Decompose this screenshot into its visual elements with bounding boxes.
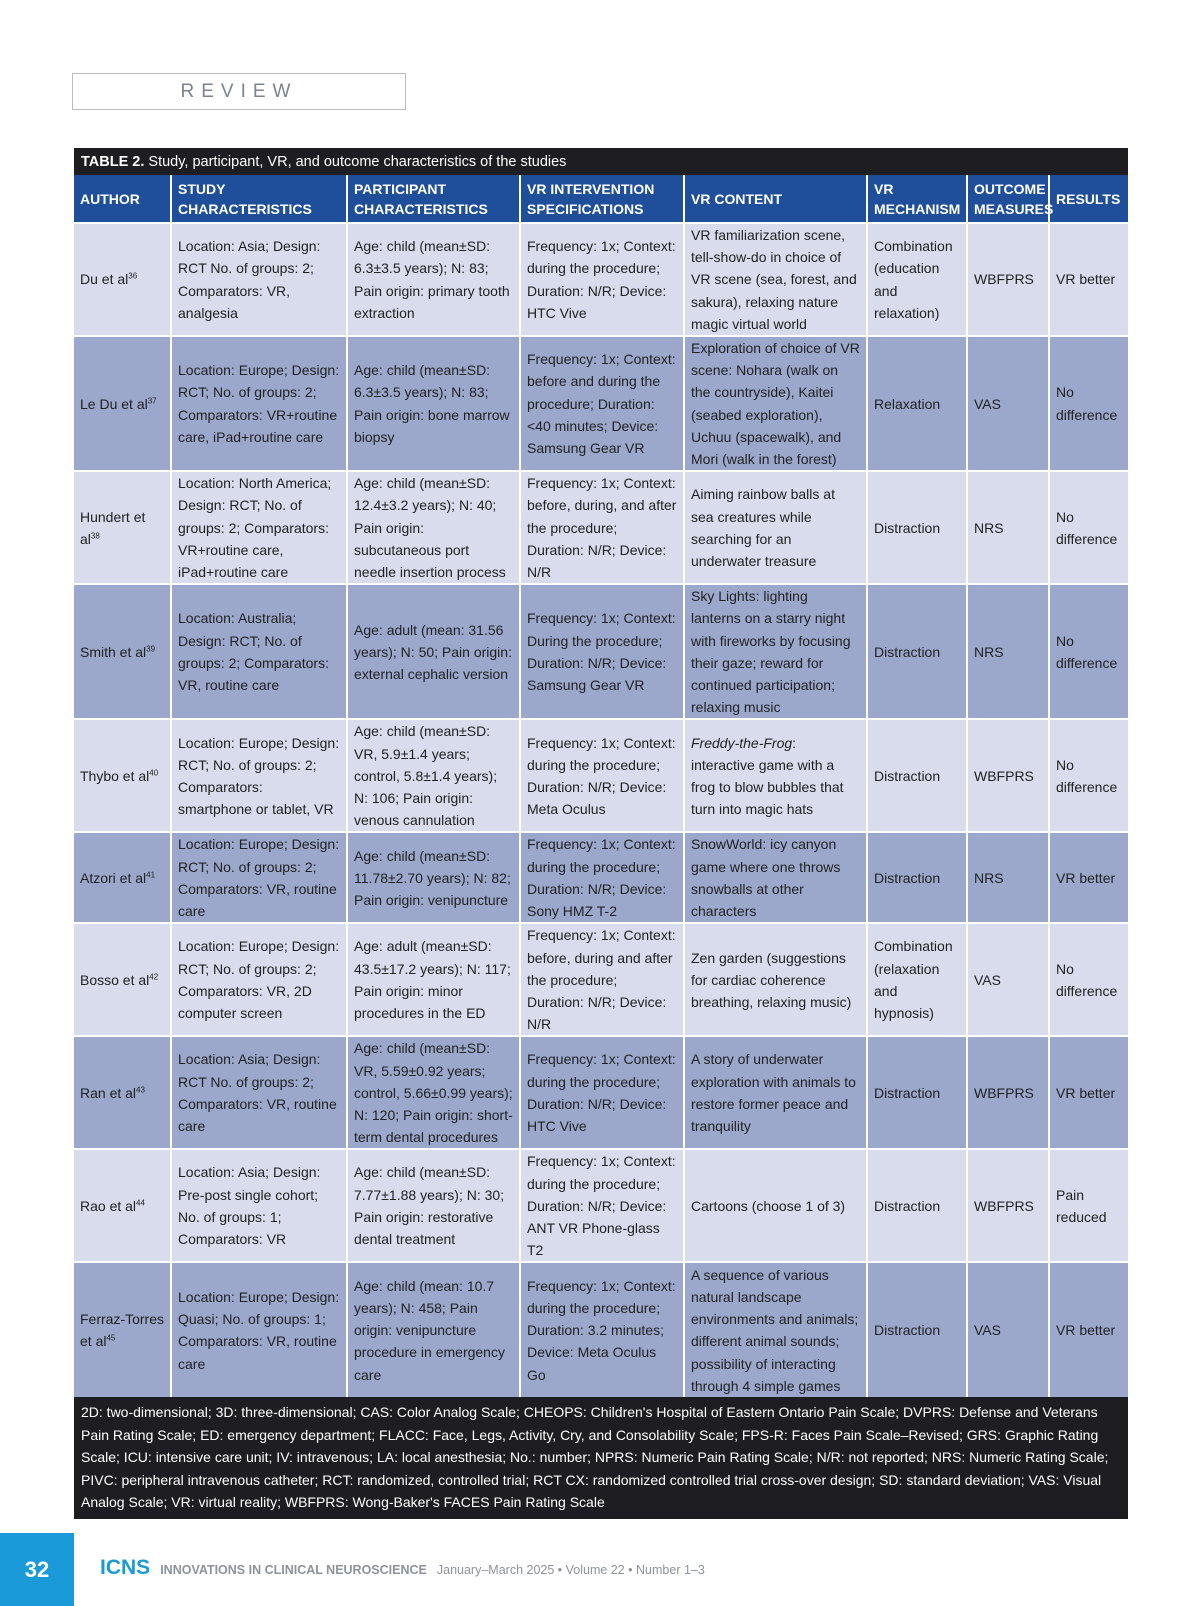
intervention-cell: Frequency: 1x; Context: during the procedure; Duration: N/R; Device: ANT VR Phone-glass T2 bbox=[520, 1149, 684, 1262]
study-characteristics-cell: Location: Asia; Design: RCT No. of groups: 2; Comparators: VR, analgesia bbox=[171, 223, 347, 336]
vr-mechanism-cell: Distraction bbox=[867, 1036, 967, 1149]
section-label: REVIEW bbox=[72, 73, 406, 110]
journal-title: INNOVATIONS IN CLINICAL NEUROSCIENCE bbox=[160, 1563, 427, 1577]
vr-content-cell bbox=[684, 471, 867, 584]
reference-number: 39 bbox=[146, 644, 156, 654]
table-caption-text: Study, participant, VR, and outcome characteristics of the studies bbox=[148, 154, 567, 170]
author-name: Ferraz-Torres et al bbox=[80, 1311, 165, 1350]
vr-content-cell bbox=[684, 223, 867, 336]
author-name: Rao et al bbox=[80, 1197, 137, 1214]
table-row bbox=[74, 1036, 1128, 1149]
participant-characteristics-cell: Age: child (mean±SD: VR, 5.59±0.92 years; control, 5.66±0.99 years); N: 120; Pain origin: short-term dental procedures bbox=[347, 1036, 520, 1149]
column-header: RESULTS bbox=[1049, 175, 1128, 223]
intervention-cell: Frequency: 1x; Context: during the procedure; Duration: 3.2 minutes; Device: Meta Oculus Go bbox=[520, 1262, 684, 1397]
characteristics-table bbox=[74, 175, 1128, 1397]
author-name: Atzori et al bbox=[80, 869, 147, 886]
vr-content-text: Exploration of choice of VR scene: Nohara (walk on the countryside), Kaitei (seabed exploration), Uchuu (spacewalk), and Mori (walk in the forest) bbox=[691, 340, 860, 468]
results-cell: VR better bbox=[1049, 1262, 1128, 1397]
table-row bbox=[74, 223, 1128, 336]
reference-number: 36 bbox=[128, 271, 138, 281]
author-cell bbox=[74, 223, 171, 336]
vr-content-cell bbox=[684, 1262, 867, 1397]
participant-characteristics-cell: Age: child (mean: 10.7 years); N: 458; Pain origin: venipuncture procedure in emergency care bbox=[347, 1262, 520, 1397]
results-cell: No difference bbox=[1049, 336, 1128, 471]
table-header-row bbox=[74, 175, 1128, 223]
participant-characteristics-cell: Age: adult (mean±SD: 43.5±17.2 years); N: 117; Pain origin: minor procedures in the ED bbox=[347, 923, 520, 1036]
page-number: 32 bbox=[0, 1533, 74, 1606]
reference-number: 37 bbox=[147, 395, 157, 405]
intervention-cell: Frequency: 1x; Context: during the procedure; Duration: N/R; Device: Sony HMZ T-2 bbox=[520, 832, 684, 923]
column-header: VR MECHANISM bbox=[867, 175, 967, 223]
results-cell: No difference bbox=[1049, 923, 1128, 1036]
table-row bbox=[74, 923, 1128, 1036]
table-row bbox=[74, 336, 1128, 471]
vr-content-text: Aiming rainbow balls at sea creatures while searching for an underwater treasure bbox=[691, 486, 835, 569]
study-characteristics-cell: Location: North America; Design: RCT; No. of groups: 2; Comparators: VR+routine care, iPad+routine care bbox=[171, 471, 347, 584]
vr-content-cell bbox=[684, 719, 867, 832]
reference-number: 40 bbox=[149, 768, 159, 778]
vr-content-title: Freddy-the-Frog bbox=[691, 734, 793, 751]
study-characteristics-cell: Location: Australia; Design: RCT; No. of groups: 2; Comparators: VR, routine care bbox=[171, 584, 347, 719]
outcome-measures-cell: NRS bbox=[967, 832, 1049, 923]
outcome-measures-cell: WBFPRS bbox=[967, 223, 1049, 336]
column-header: VR CONTENT bbox=[684, 175, 867, 223]
participant-characteristics-cell: Age: child (mean±SD: 6.3±3.5 years); N: 83; Pain origin: primary tooth extraction bbox=[347, 223, 520, 336]
author-cell bbox=[74, 923, 171, 1036]
outcome-measures-cell: VAS bbox=[967, 336, 1049, 471]
intervention-cell: Frequency: 1x; Context: During the procedure; Duration: N/R; Device: Samsung Gear VR bbox=[520, 584, 684, 719]
intervention-cell: Frequency: 1x; Context: during the procedure; Duration: N/R; Device: HTC Vive bbox=[520, 223, 684, 336]
author-name: Du et al bbox=[80, 271, 129, 288]
journal-issue: January–March 2025 • Volume 22 • Number 1–3 bbox=[436, 1563, 705, 1577]
results-cell: VR better bbox=[1049, 832, 1128, 923]
table-row bbox=[74, 832, 1128, 923]
study-characteristics-cell: Location: Europe; Design: RCT; No. of groups: 2; Comparators: VR, 2D computer screen bbox=[171, 923, 347, 1036]
journal-brand: ICNS bbox=[100, 1556, 151, 1579]
participant-characteristics-cell: Age: child (mean±SD: 12.4±3.2 years); N: 40; Pain origin: subcutaneous port needle insertion process bbox=[347, 471, 520, 584]
vr-content-cell bbox=[684, 336, 867, 471]
vr-content-text: : interactive game with a frog to blow bubbles that turn into magic hats bbox=[691, 734, 844, 818]
vr-content-cell bbox=[684, 923, 867, 1036]
column-header: PARTICIPANT CHARACTERISTICS bbox=[347, 175, 520, 223]
outcome-measures-cell: VAS bbox=[967, 923, 1049, 1036]
vr-content-text: A sequence of various natural landscape environments and animals; different animal sounds; possibility of interacting through 4 simple games bbox=[691, 1266, 859, 1394]
participant-characteristics-cell: Age: child (mean±SD: VR, 5.9±1.4 years; control, 5.8±1.4 years); N: 106; Pain origin: venous cannulation bbox=[347, 719, 520, 832]
column-header: VR INTERVENTION SPECIFICATIONS bbox=[520, 175, 684, 223]
table-row bbox=[74, 1262, 1128, 1397]
study-characteristics-cell: Location: Asia; Design: RCT No. of groups: 2; Comparators: VR, routine care bbox=[171, 1036, 347, 1149]
author-cell bbox=[74, 471, 171, 584]
results-cell: No difference bbox=[1049, 719, 1128, 832]
intervention-cell: Frequency: 1x; Context: during the procedure; Duration: N/R; Device: Meta Oculus bbox=[520, 719, 684, 832]
reference-number: 45 bbox=[106, 1333, 116, 1343]
vr-content-cell bbox=[684, 832, 867, 923]
author-cell bbox=[74, 1262, 171, 1397]
author-cell bbox=[74, 1149, 171, 1262]
author-name: Le Du et al bbox=[80, 395, 148, 412]
vr-content-text: Zen garden (suggestions for cardiac coherence breathing, relaxing music) bbox=[691, 949, 852, 1010]
author-name: Hundert et al bbox=[80, 508, 146, 547]
outcome-measures-cell: NRS bbox=[967, 471, 1049, 584]
participant-characteristics-cell: Age: child (mean±SD: 7.77±1.88 years); N: 30; Pain origin: restorative dental treatment bbox=[347, 1149, 520, 1262]
vr-content-text: VR familiarization scene, tell-show-do in choice of VR scene (sea, forest, and sakura), relaxing nature magic virtual world bbox=[691, 227, 857, 332]
vr-content-text: A story of underwater exploration with animals to restore former peace and tranquility bbox=[691, 1051, 856, 1135]
table-row bbox=[74, 471, 1128, 584]
vr-mechanism-cell: Distraction bbox=[867, 719, 967, 832]
intervention-cell: Frequency: 1x; Context: before and during the procedure; Duration: <40 minutes; Device: Samsung Gear VR bbox=[520, 336, 684, 471]
table-row bbox=[74, 584, 1128, 719]
study-characteristics-cell: Location: Europe; Design: RCT; No. of groups: 2; Comparators: smartphone or tablet, VR bbox=[171, 719, 347, 832]
vr-mechanism-cell: Distraction bbox=[867, 584, 967, 719]
results-cell: No difference bbox=[1049, 584, 1128, 719]
reference-number: 43 bbox=[136, 1085, 145, 1095]
study-characteristics-cell: Location: Europe; Design: Quasi; No. of groups: 1; Comparators: VR, routine care bbox=[171, 1262, 347, 1397]
results-cell: VR better bbox=[1049, 223, 1128, 336]
vr-content-cell bbox=[684, 1036, 867, 1149]
study-characteristics-cell: Location: Asia; Design: Pre-post single cohort; No. of groups: 1; Comparators: VR bbox=[171, 1149, 347, 1262]
table-caption-label: TABLE 2. bbox=[81, 154, 145, 170]
column-header: AUTHOR bbox=[74, 175, 171, 223]
column-header: STUDY CHARACTERISTICS bbox=[171, 175, 347, 223]
results-cell: VR better bbox=[1049, 1036, 1128, 1149]
vr-mechanism-cell: Distraction bbox=[867, 1262, 967, 1397]
vr-mechanism-cell: Distraction bbox=[867, 471, 967, 584]
vr-mechanism-cell: Combination (education and relaxation) bbox=[867, 223, 967, 336]
reference-number: 44 bbox=[136, 1198, 145, 1208]
intervention-cell: Frequency: 1x; Context: before, during, and after the procedure; Duration: N/R; Device: N/R bbox=[520, 471, 684, 584]
vr-content-cell bbox=[684, 1149, 867, 1262]
outcome-measures-cell: WBFPRS bbox=[967, 719, 1049, 832]
author-cell bbox=[74, 1036, 171, 1149]
outcome-measures-cell: WBFPRS bbox=[967, 1036, 1049, 1149]
author-name: Bosso et al bbox=[80, 971, 150, 988]
study-table bbox=[74, 148, 1128, 1519]
participant-characteristics-cell: Age: adult (mean: 31.56 years); N: 50; Pain origin: external cephalic version bbox=[347, 584, 520, 719]
outcome-measures-cell: VAS bbox=[967, 1262, 1049, 1397]
author-name: Ran et al bbox=[80, 1084, 137, 1101]
participant-characteristics-cell: Age: child (mean±SD: 6.3±3.5 years); N: 83; Pain origin: bone marrow biopsy bbox=[347, 336, 520, 471]
study-characteristics-cell: Location: Europe; Design: RCT; No. of groups: 2; Comparators: VR+routine care, iPad+routine care bbox=[171, 336, 347, 471]
author-name: Thybo et al bbox=[80, 767, 150, 784]
table-row bbox=[74, 719, 1128, 832]
table-footnote: 2D: two-dimensional; 3D: three-dimensional; CAS: Color Analog Scale; CHEOPS: Children's Hospital of Eastern Ontario Pain Scale; DVPRS: Defense and Veterans Pain Rating Scale; ED: emergency department; FLACC: Face, Legs, Activity, Cry, and Consolability Scale; FPS-R: Faces Pain Scale–Revised; GRS: Graphic Rating Scale; ICU: intensive care unit; IV: intravenous; LA: local anesthesia; No.: number; NPRS: Numeric Pain Rating Scale; N/R: not reported; NRS: Numeric Rating Scale; PIVC: peripheral intravenous catheter; RCT: randomized, controlled trial; RCT CX: randomized controlled trial cross-over design; SD: standard deviation; VAS: Visual Analog Scale; VR: virtual reality; WBFPRS: Wong-Baker's FACES Pain Rating Scale bbox=[74, 1397, 1128, 1519]
study-characteristics-cell: Location: Europe; Design: RCT; No. of groups: 2; Comparators: VR, routine care bbox=[171, 832, 347, 923]
vr-content-text: SnowWorld: icy canyon game where one throws snowballs at other characters bbox=[691, 836, 841, 920]
table-caption bbox=[74, 148, 1128, 175]
author-cell bbox=[74, 336, 171, 471]
intervention-cell: Frequency: 1x; Context: before, during and after the procedure; Duration: N/R; Device: N/R bbox=[520, 923, 684, 1036]
participant-characteristics-cell: Age: child (mean±SD: 11.78±2.70 years); N: 82; Pain origin: venipuncture bbox=[347, 832, 520, 923]
author-cell bbox=[74, 832, 171, 923]
results-cell: Pain reduced bbox=[1049, 1149, 1128, 1262]
intervention-cell: Frequency: 1x; Context: during the procedure; Duration: N/R; Device: HTC Vive bbox=[520, 1036, 684, 1149]
column-header: OUTCOME MEASURES bbox=[967, 175, 1049, 223]
vr-content-text: Cartoons (choose 1 of 3) bbox=[691, 1197, 846, 1214]
author-cell bbox=[74, 719, 171, 832]
outcome-measures-cell: WBFPRS bbox=[967, 1149, 1049, 1262]
author-name: Smith et al bbox=[80, 643, 147, 660]
vr-mechanism-cell: Distraction bbox=[867, 832, 967, 923]
table-row bbox=[74, 1149, 1128, 1262]
outcome-measures-cell: NRS bbox=[967, 584, 1049, 719]
reference-number: 38 bbox=[90, 531, 100, 541]
vr-content-text: Sky Lights: lighting lanterns on a starry night with fireworks by focusing their gaze; reward for continued participation; relaxing music bbox=[691, 588, 851, 716]
reference-number: 42 bbox=[149, 972, 159, 982]
vr-content-cell bbox=[684, 584, 867, 719]
vr-mechanism-cell: Relaxation bbox=[867, 336, 967, 471]
results-cell: No difference bbox=[1049, 471, 1128, 584]
author-cell bbox=[74, 584, 171, 719]
journal-footer bbox=[100, 1556, 705, 1586]
reference-number: 41 bbox=[146, 870, 156, 880]
vr-mechanism-cell: Combination (relaxation and hypnosis) bbox=[867, 923, 967, 1036]
vr-mechanism-cell: Distraction bbox=[867, 1149, 967, 1262]
